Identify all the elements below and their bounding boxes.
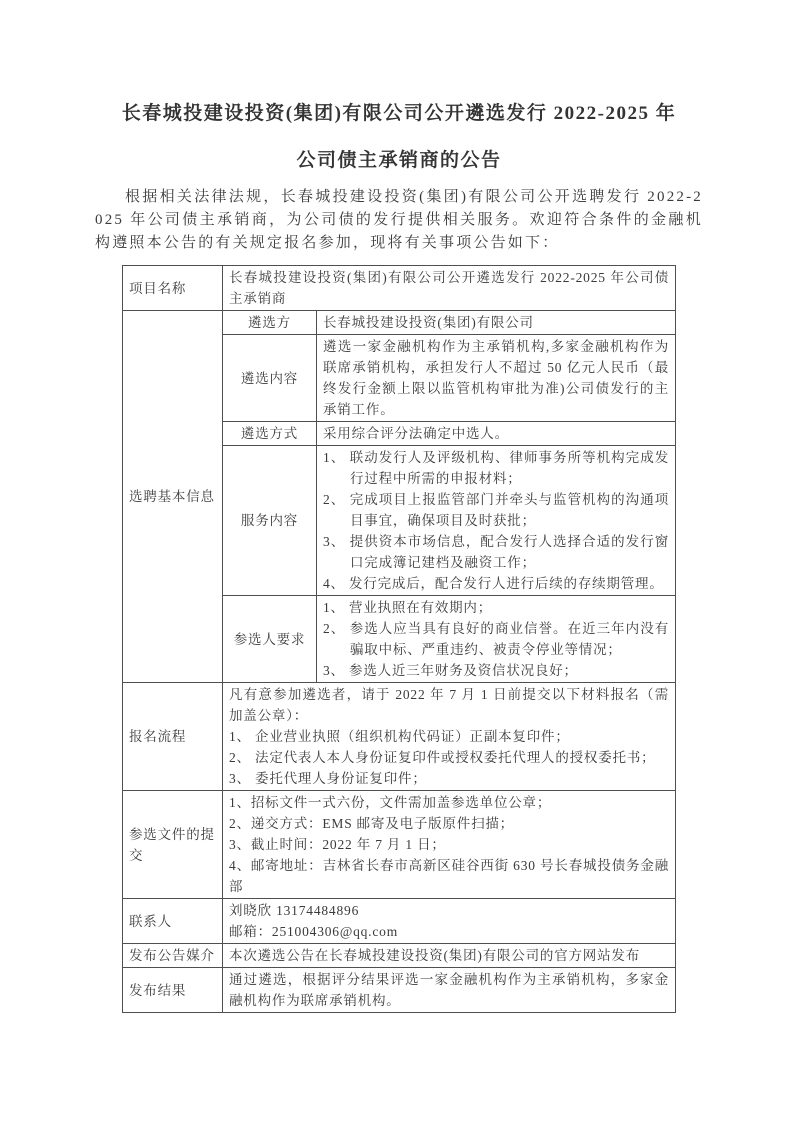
submission-item: 2、递交方式：EMS 邮寄及电子版原件扫描； [229, 816, 514, 831]
project-label-cell: 项目名称 [123, 266, 223, 311]
intro-paragraph: 根据相关法律法规，长春城投建设投资(集团)有限公司公开选聘发行 2022-2025 年公司债主承销商，为公司债的发行提供相关服务。欢迎符合条件的金融机构遵照本公告的有关规定报名参加，现将有关事项公告如下： [95, 189, 703, 251]
selection-content-label-cell: 遴选内容 [223, 335, 317, 422]
submission-item: 4、邮寄地址：吉林省长春市高新区硅谷西街 630 号长春城投债务金融部 [229, 858, 670, 894]
service-item: 2、 完成项目上报监管部门并牵头与监管机构的沟通项目事宜，确保项目及时获批； [323, 492, 670, 528]
row-publish-result [123, 968, 676, 1013]
selector-value-cell: 长春城投建设投资(集团)有限公司 [317, 311, 676, 335]
document-title-line1: 长春城投建设投资(集团)有限公司公开遴选发行 2022-2025 年 [121, 103, 677, 124]
requirements-label-cell: 参选人要求 [223, 596, 317, 683]
submission-item: 1、招标文件一式六份，文件需加盖参选单位公章； [229, 795, 552, 810]
media-value-cell: 本次遴选公告在长春城投建设投资(集团)有限公司的官方网站发布 [223, 944, 676, 968]
contact-name-phone: 刘晓欣 13174484896 [229, 903, 360, 918]
requirement-item: 2、 参选人应当具有良好的商业信誉。在近三年内没有骗取中标、严重违约、被责令停业等情况； [323, 621, 670, 657]
selection-content-value-cell: 遴选一家金融机构作为主承销机构,多家金融机构作为联席承销机构，承担发行人不超过 50 亿元人民币（最终发行金额上限以监管机构审批为准)公司债发行的主承销工作。 [317, 335, 676, 422]
requirement-item: 1、 营业执照在有效期内； [323, 600, 493, 615]
signup-label-cell: 报名流程 [123, 683, 223, 791]
requirements-value-cell [317, 596, 676, 683]
row-project [123, 266, 676, 311]
service-item: 4、 发行完成后，配合发行人进行后续的存续期管理。 [323, 576, 664, 591]
signup-value-cell [223, 683, 676, 791]
service-value-cell [317, 446, 676, 596]
result-value-cell: 通过遴选，根据评分结果评选一家金融机构作为主承销机构，多家金融机构作为联席承销机构。 [223, 968, 676, 1013]
contact-label-cell: 联系人 [123, 899, 223, 944]
selection-method-label-cell: 遴选方式 [223, 422, 317, 446]
submission-label-cell: 参选文件的提交 [123, 791, 223, 899]
signup-intro: 凡有意参加遴选者，请于 2022 年 7 月 1 日前提交以下材料报名（需加盖公章）： [229, 687, 670, 723]
signup-item: 3、 委托代理人身份证复印件； [229, 771, 427, 786]
basic-info-label-cell: 选聘基本信息 [123, 311, 223, 683]
submission-item: 3、截止时间：2022 年 7 月 1 日； [229, 837, 446, 852]
result-label-cell: 发布结果 [123, 968, 223, 1013]
requirement-item: 3、 参选人近三年财务及资信状况良好； [323, 663, 578, 678]
submission-value-cell [223, 791, 676, 899]
contact-value-cell [223, 899, 676, 944]
signup-item: 1、 企业营业执照（组织机构代码证）正副本复印件； [229, 729, 570, 744]
contact-email: 邮箱：251004306@qq.com [229, 924, 398, 939]
row-signup-process [123, 683, 676, 791]
selection-method-value-cell: 采用综合评分法确定中选人。 [317, 422, 676, 446]
row-publish-media [123, 944, 676, 968]
signup-item: 2、 法定代表人本人身份证复印件或授权委托代理人的授权委托书； [229, 750, 656, 765]
document-title-line2: 公司债主承销商的公告 [296, 150, 502, 171]
row-contact [123, 899, 676, 944]
selector-label-cell: 遴选方 [223, 311, 317, 335]
media-label-cell: 发布公告媒介 [123, 944, 223, 968]
service-item: 1、 联动发行人及评级机构、律师事务所等机构完成发行过程中所需的申报材料； [323, 450, 670, 486]
row-selector [123, 311, 676, 335]
service-label-cell: 服务内容 [223, 446, 317, 596]
row-document-submission [123, 791, 676, 899]
service-item: 3、 提供资本市场信息，配合发行人选择合适的发行窗口完成簿记建档及融资工作； [323, 534, 670, 570]
announcement-table [122, 265, 676, 1013]
project-value-cell: 长春城投建设投资(集团)有限公司公开遴选发行 2022-2025 年公司债主承销商 [223, 266, 676, 311]
